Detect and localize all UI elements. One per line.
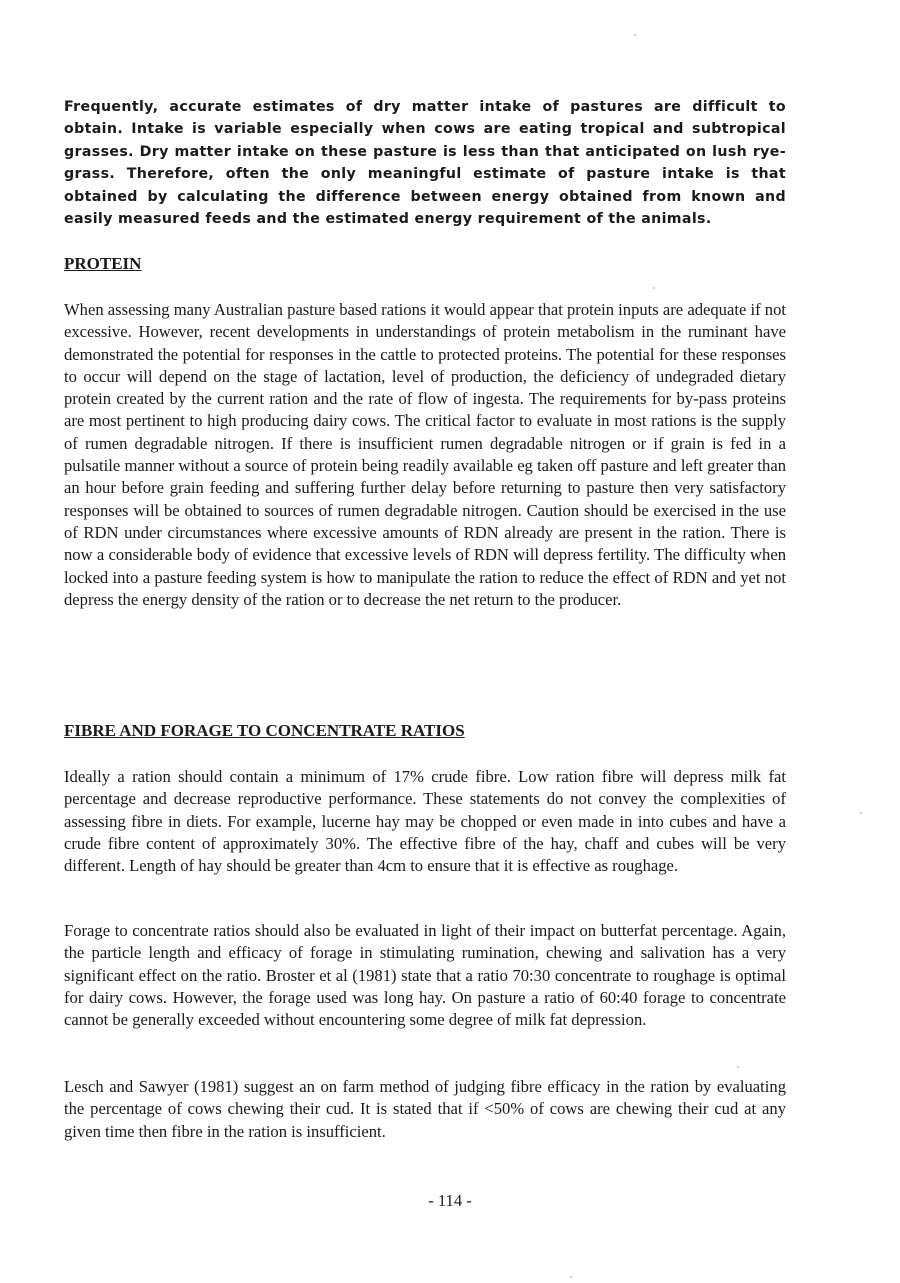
scan-speck <box>570 1276 572 1278</box>
document-page <box>64 96 786 1141</box>
scan-speck <box>653 287 655 289</box>
protein-heading: PROTEIN <box>64 254 142 273</box>
protein-paragraph: When assessing many Australian pasture based rations it would appear that protein inputs are adequate if not excessive. However, recent developments in understandings of protein metabolism in the ruminant have demonstrated the potential for responses in the cattle to protected proteins. The potential for these responses to occur will depend on the stage of lactation, level of production, the deficiency of undegraded dietary protein created by the current ration and the rate of flow of ingesta. The requirements for by-pass proteins are most pertinent to high producing dairy cows. The critical factor to evaluate in most rations is the supply of rumen degradable nitrogen. If there is insufficient rumen degradable nitrogen or if grain is fed in a pulsatile manner without a source of protein being readily available eg taken off pasture and left greater than an hour before grain feeding and suffering further delay before returning to pasture then very satisfactory responses will be obtained to sources of rumen degradable nitrogen. Caution should be exercised in the use of RDN under circumstances where excessive amounts of RDN already are present in the ration. There is now a considerable body of evidence that excessive levels of RDN will depress fertility. The difficulty when locked into a pasture feeding system is how to manipulate the ration to reduce the effect of RDN and yet not depress the energy density of the ration or to decrease the net return to the producer. <box>64 300 786 609</box>
scan-speck <box>634 34 636 36</box>
scan-speck <box>737 1066 739 1068</box>
fibre-paragraph-1: Ideally a ration should contain a minimum of 17% crude fibre. Low ration fibre will depress milk fat percentage and decrease reproductive performance. These statements do not convey the complexities of assessing fibre in diets. For example, lucerne hay may be chopped or even made in into cubes and have a crude fibre content of approximately 30%. The effective fibre of the hay, chaff and cubes will be very different. Length of hay should be greater than 4cm to ensure that it is effective as roughage. <box>64 767 786 876</box>
fibre-paragraph-3: Lesch and Sawyer (1981) suggest an on farm method of judging fibre efficacy in the ration by evaluating the percentage of cows chewing their cud. It is stated that if <50% of cows are chewing their cud at any given time then fibre in the ration is insufficient. <box>64 1077 786 1141</box>
fibre-paragraph-2: Forage to concentrate ratios should also be evaluated in light of their impact on butterfat percentage. Again, the particle length and efficacy of forage in stimulating rumination, chewing and salivation has a very significant effect on the ratio. Broster et al (1981) state that a ratio 70:30 concentrate to roughage is optimal for dairy cows. However, the forage used was long hay. On pasture a ratio of 60:40 forage to concentrate cannot be generally exceeded without encountering some degree of milk fat depression. <box>64 921 786 1030</box>
page-number: - 114 - <box>428 1191 472 1210</box>
fibre-heading: FIBRE AND FORAGE TO CONCENTRATE RATIOS <box>64 721 465 740</box>
scan-speck <box>860 812 862 814</box>
intro-paragraph: Frequently, accurate estimates of dry matter intake of pastures are difficult to obtain. Intake is variable especially when cows are eating tropical and subtropical grasses. Dry matter intake on these pasture is less than that anticipated on lush rye-grass. Therefore, often the only meaningful estimate of pasture intake is that obtained by calculating the difference between energy obtained from known and easily measured feeds and the estimated energy requirement of the animals. <box>64 99 786 228</box>
